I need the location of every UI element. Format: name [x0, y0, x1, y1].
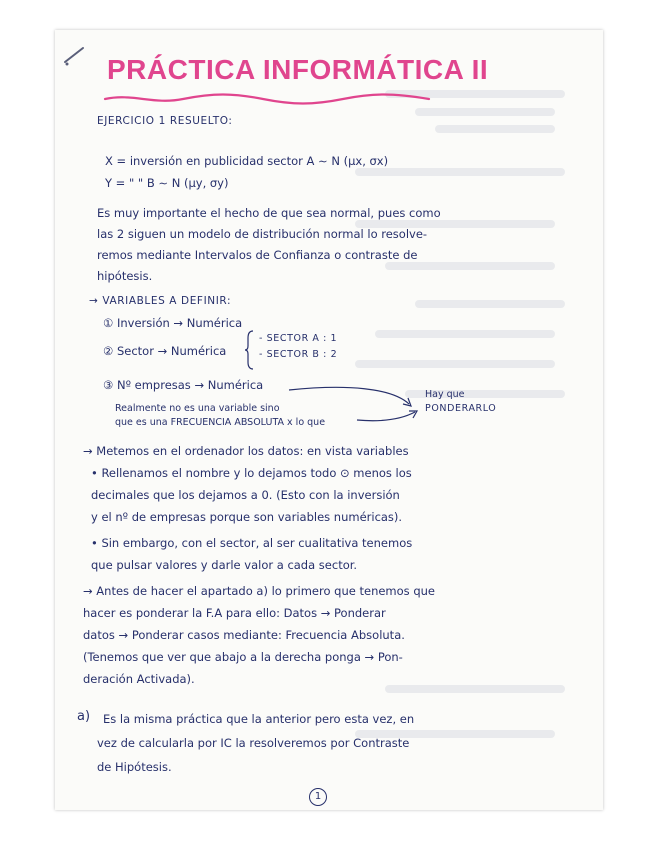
- step-line: deración Activada).: [83, 672, 195, 686]
- step-line: • Sin embargo, con el sector, al ser cualitativa tenemos: [91, 536, 413, 550]
- variables-heading: → VARIABLES A DEFINIR:: [89, 295, 232, 307]
- callout-text: Hay que: [425, 389, 465, 400]
- section-a-label: a): [77, 709, 91, 724]
- step-line: y el nº de empresas porque son variables numéricas).: [91, 510, 403, 524]
- exercise-heading: EJERCICIO 1 RESUELTO:: [97, 115, 233, 127]
- section-a-line: Es la misma práctica que la anterior pero esta vez, en: [103, 712, 415, 726]
- intro-line: remos mediante Intervalos de Confianza o contraste de: [97, 248, 418, 262]
- step-line: → Antes de hacer el apartado a) lo primero que tenemos que: [83, 584, 435, 598]
- step-line: hacer es ponderar la F.A para ello: Datos → Ponderar: [83, 606, 386, 620]
- intro-line: hipótesis.: [97, 269, 153, 283]
- notebook-page: [55, 30, 603, 810]
- callout-text: PONDERARLO: [425, 403, 497, 414]
- sector-option-b: - SECTOR B : 2: [259, 349, 338, 360]
- variable-inversion: ① Inversión → Numérica: [103, 316, 243, 330]
- title-underline-icon: [103, 92, 433, 106]
- pen-mark-icon: [63, 44, 87, 66]
- arrow-icon: [355, 408, 425, 424]
- page-title: PRÁCTICA INFORMÁTICA II: [107, 54, 489, 85]
- variable-note: Realmente no es una variable sino: [115, 403, 280, 414]
- intro-line: Es muy importante el hecho de que sea normal, pues como: [97, 206, 441, 220]
- section-a-line: de Hipótesis.: [97, 760, 172, 774]
- step-line: decimales que los dejamos a 0. (Esto con la inversión: [91, 488, 400, 502]
- intro-line: las 2 siguen un modelo de distribución normal lo resolve-: [97, 227, 428, 241]
- variable-empresas: ③ Nº empresas → Numérica: [103, 378, 264, 392]
- step-line: (Tenemos que ver que abajo a la derecha ponga → Pon-: [83, 650, 403, 664]
- sector-option-a: - SECTOR A : 1: [259, 333, 338, 344]
- variable-note: que es una FRECUENCIA ABSOLUTA x lo que: [115, 417, 326, 428]
- definition-x: X = inversión en publicidad sector A ∼ N (μx, σx): [105, 154, 389, 168]
- brace-icon: [245, 330, 255, 370]
- step-line: • Rellenamos el nombre y lo dejamos todo ⊙ menos los: [91, 466, 412, 480]
- step-line: datos → Ponderar casos mediante: Frecuencia Absoluta.: [83, 628, 405, 642]
- step-line: → Metemos en el ordenador los datos: en vista variables: [83, 444, 409, 458]
- variable-sector: ② Sector → Numérica: [103, 344, 227, 358]
- definition-y: Y = " " B ∼ N (μy, σy): [105, 176, 229, 190]
- section-a-line: vez de calcularla por IC la resolveremos por Contraste: [97, 736, 410, 750]
- step-line: que pulsar valores y darle valor a cada sector.: [91, 558, 358, 572]
- page-number: 1: [309, 788, 327, 806]
